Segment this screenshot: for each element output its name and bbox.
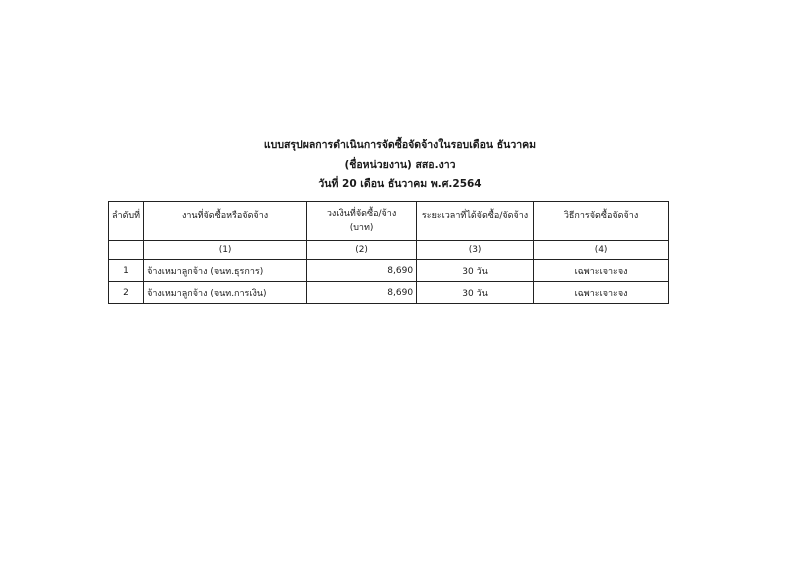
row-amount: 8,690 (307, 282, 417, 304)
row-amount: 8,690 (307, 260, 417, 282)
document-title: แบบสรุปผลการดำเนินการจัดซื้อจัดจ้างในรอบเดือน ธันวาคม (263, 139, 537, 151)
row-duration: 30 วัน (417, 260, 534, 282)
table-column-number-row (109, 241, 669, 260)
procurement-summary-table (108, 201, 669, 304)
row-item: จ้างเหมาลูกจ้าง (จนท.ธุรการ) (144, 260, 307, 282)
table-header-row (109, 202, 669, 241)
header-item: งานที่จัดซื้อหรือจัดจ้าง (144, 202, 307, 241)
row-duration: 30 วัน (417, 282, 534, 304)
column-number-4: (4) (534, 241, 669, 260)
table-row (109, 282, 669, 304)
header-method: วิธีการจัดซื้อจัดจ้าง (534, 202, 669, 241)
document-date: วันที่ 20 เดือน ธันวาคม พ.ศ.2564 (318, 178, 482, 190)
header-budget (307, 202, 417, 241)
column-number-3: (3) (417, 241, 534, 260)
row-item: จ้างเหมาลูกจ้าง (จนท.การเงิน) (144, 282, 307, 304)
row-method: เฉพาะเจาะจง (534, 260, 669, 282)
header-budget-label: วงเงินที่จัดซื้อ/จ้าง (326, 209, 397, 219)
header-budget-unit: (บาท) (349, 223, 374, 233)
row-sequence: 1 (109, 260, 144, 282)
column-number-1: (1) (144, 241, 307, 260)
column-number-0 (109, 241, 144, 260)
header-sequence: ลำดับที่ (109, 202, 144, 241)
row-sequence: 2 (109, 282, 144, 304)
header-duration: ระยะเวลาที่ได้จัดซื้อ/จัดจ้าง (417, 202, 534, 241)
agency-name: (ชื่อหน่วยงาน) สสอ.งาว (344, 159, 456, 171)
column-number-2: (2) (307, 241, 417, 260)
row-method: เฉพาะเจาะจง (534, 282, 669, 304)
table-row (109, 260, 669, 282)
